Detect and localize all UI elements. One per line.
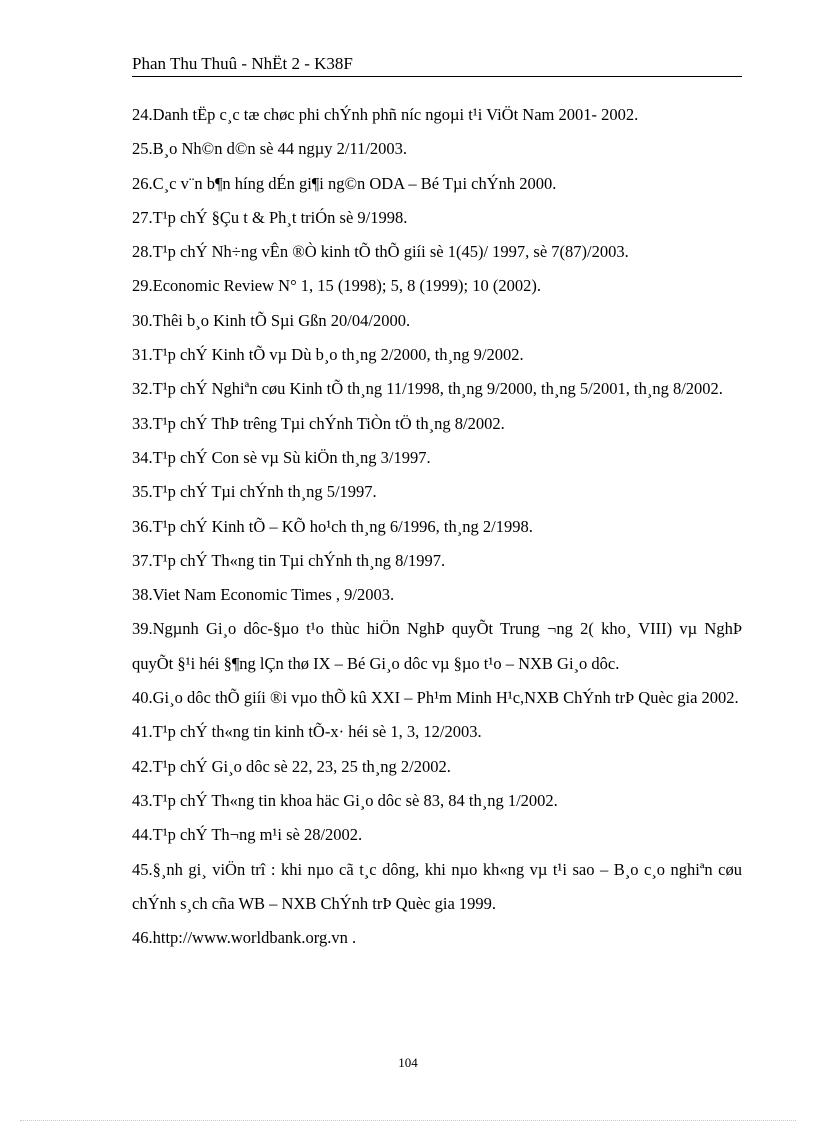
reference-item: 42.T¹p chÝ Gi¸o dôc sè 22, 23, 25 th¸ng 2/2002.: [132, 756, 451, 776]
reference-item: 40.Gi¸o dôc thÕ giíi ®i vµo thÕ kû XXI – Ph¹m Minh H¹c,NXB ChÝnh trÞ Quèc gia 2002.: [132, 688, 739, 708]
reference-item: 29.Economic Review N° 1, 15 (1998); 5, 8 (1999); 10 (2002).: [132, 276, 541, 296]
reference-item: 32.T¹p chÝ Nghiªn cøu Kinh tÕ th¸ng 11/1998, th¸ng 9/2000, th¸ng 5/2001, th¸ng 8/2002.: [132, 379, 723, 399]
reference-item: 46.http://www.worldbank.org.vn .: [132, 928, 357, 948]
reference-item: 26.C¸c v¨n b¶n híng dÉn gi¶i ng©n ODA – Bé Tµi chÝnh 2000.: [132, 173, 557, 193]
reference-item: 41.T¹p chÝ th«ng tin kinh tÕ-x· héi sè 1, 3, 12/2003.: [132, 722, 482, 742]
page-number: 104: [398, 1055, 418, 1070]
page-header: [132, 52, 742, 77]
reference-item: 27.T¹p chÝ §Çu t & Ph¸t triÓn sè 9/1998.: [132, 207, 408, 227]
reference-item: 45.§¸nh gi¸ viÖn trî : khi nµo cã t¸c dông, khi nµo kh«ng vµ t¹i sao – B¸o c¸o nghiªn cøu chÝnh s¸ch cña WB – NXB ChÝnh trÞ Quèc gia 1999.: [132, 859, 742, 913]
reference-item: 44.T¹p chÝ Th¬ng m¹i sè 28/2002.: [132, 825, 363, 845]
reference-item: 25.B¸o Nh©n d©n sè 44 ngµy 2/11/2003.: [132, 139, 408, 159]
reference-item: 24.Danh tËp c¸c tæ chøc phi chÝnh phñ níc ngoµi t¹i ViÖt Nam 2001- 2002.: [132, 105, 639, 124]
reference-list: [132, 98, 742, 955]
reference-item: 37.T¹p chÝ Th«ng tin Tµi chÝnh th¸ng 8/1997.: [132, 550, 446, 570]
reference-item: 30.Thêi b¸o Kinh tÕ Sµi Gßn 20/04/2000.: [132, 310, 411, 330]
reference-item: 35.T¹p chÝ Tµi chÝnh th¸ng 5/1997.: [132, 482, 377, 502]
header-author-text: Phan Thu Thuû - NhËt 2 - K38F: [132, 54, 353, 73]
reference-item: 31.T¹p chÝ Kinh tÕ vµ Dù b¸o th¸ng 2/2000, th¸ng 9/2002.: [132, 345, 524, 365]
reference-item: 38.Viet Nam Economic Times , 9/2003.: [132, 585, 395, 605]
reference-item: 39.Ngµnh Gi¸o dôc-§µo t¹o thùc hiÖn NghÞ quyÕt Trung ¬ng 2( kho¸ VIII) vµ NghÞ quyÕt §¹i héi §¶ng lÇn thø IX – Bé Gi¸o dôc vµ §µo t¹o – NXB Gi¸o dôc.: [132, 619, 742, 673]
reference-item: 28.T¹p chÝ Nh÷ng vÊn ®Ò kinh tÕ thÕ giíi sè 1(45)/ 1997, sè 7(87)/2003.: [132, 242, 629, 262]
reference-item: 36.T¹p chÝ Kinh tÕ – KÕ ho¹ch th¸ng 6/1996, th¸ng 2/1998.: [132, 516, 533, 536]
reference-item: 34.T¹p chÝ Con sè vµ Sù kiÖn th¸ng 3/1997.: [132, 447, 431, 467]
reference-item: 33.T¹p chÝ ThÞ trêng Tµi chÝnh TiÒn tÖ th¸ng 8/2002.: [132, 413, 505, 433]
page-bottom-divider: [20, 1120, 796, 1121]
reference-item: 43.T¹p chÝ Th«ng tin khoa häc Gi¸o dôc sè 83, 84 th¸ng 1/2002.: [132, 790, 558, 810]
